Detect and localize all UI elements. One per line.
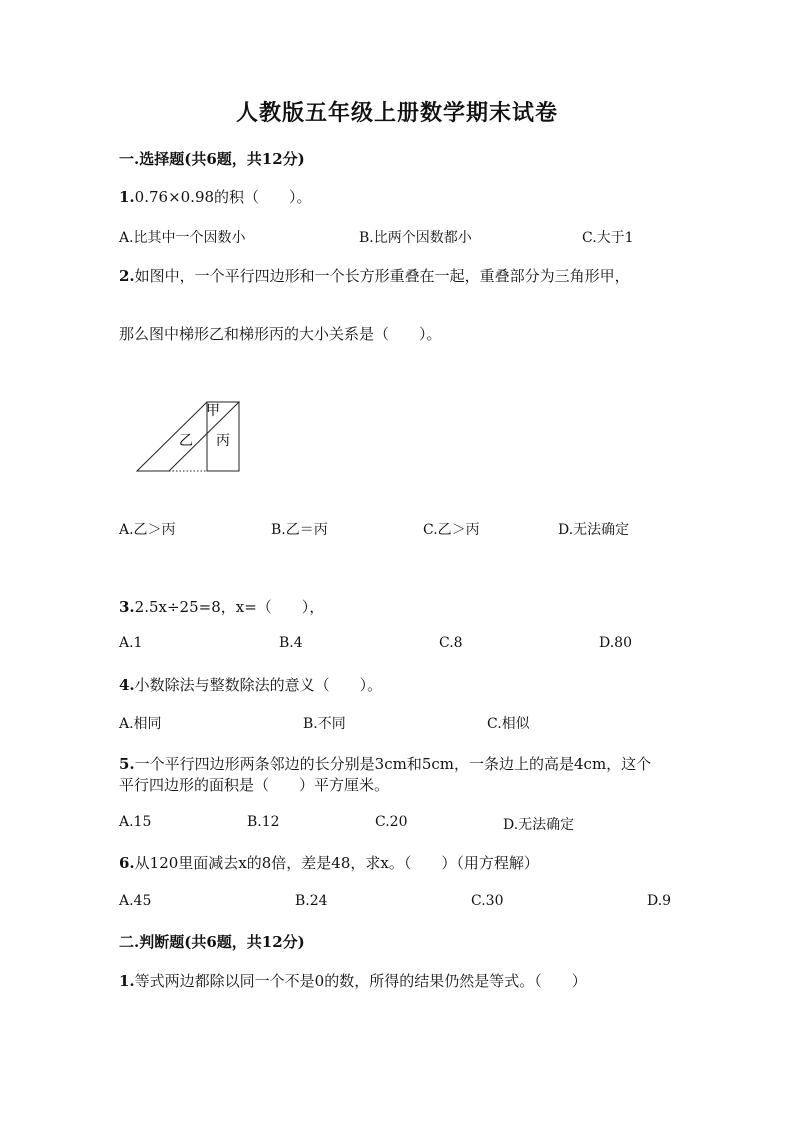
question-1: [119, 186, 312, 207]
q5-option-b[interactable]: B.12: [247, 814, 280, 830]
question-text: 一个平行四边形两条邻边的长分别是3cm和5cm，一条边上的高是4cm，这个: [134, 755, 652, 773]
question-text: 从120里面减去x的8倍，差是48，求x。（ ）（用方程解）: [134, 854, 539, 872]
question-4: [119, 674, 382, 695]
q3-option-c[interactable]: C.8: [439, 635, 463, 651]
q4-option-a[interactable]: A.相同: [119, 716, 162, 732]
q5-option-a[interactable]: A.15: [119, 814, 152, 830]
q4-option-c[interactable]: C.相似: [487, 716, 530, 732]
q4-option-b[interactable]: B.不同: [303, 716, 346, 732]
question-5-line2: 平行四边形的面积是（ ）平方厘米。: [119, 776, 390, 794]
label-yi: 乙: [179, 433, 193, 449]
question-number: 1.: [119, 972, 135, 990]
q6-option-b[interactable]: B.24: [295, 893, 328, 909]
question-number: 3.: [119, 598, 135, 616]
question-text: 小数除法与整数除法的意义（ ）。: [134, 676, 383, 694]
question-number: 2.: [119, 267, 135, 285]
q3-option-d[interactable]: D.80: [599, 635, 632, 651]
page-title: 人教版五年级上册数学期末试卷: [235, 100, 558, 126]
question-3: [119, 596, 324, 617]
question-2: [119, 265, 630, 286]
question-text: 2.5x÷25=8，x=（ ），: [134, 598, 325, 616]
q2-option-b[interactable]: B.乙＝丙: [271, 522, 328, 538]
q6-option-c[interactable]: C.30: [471, 893, 504, 909]
judgment-1: [119, 970, 587, 991]
q1-option-a[interactable]: A.比其中一个因数小: [119, 230, 246, 246]
q2-option-c[interactable]: C.乙＞丙: [423, 522, 480, 538]
overlap-figure: [132, 398, 244, 476]
question-2-line2: 那么图中梯形乙和梯形丙的大小关系是（ ）。: [119, 325, 442, 343]
q1-option-c[interactable]: C.大于1: [582, 230, 634, 246]
q3-option-b[interactable]: B.4: [279, 635, 303, 651]
question-number: 6.: [119, 854, 135, 872]
q1-option-b[interactable]: B.比两个因数都小: [359, 230, 472, 246]
question-5: [119, 753, 651, 774]
label-jia: 甲: [206, 403, 220, 419]
section-heading-choice: 一.选择题(共6题，共12分): [119, 150, 305, 168]
q5-option-d[interactable]: D.无法确定: [503, 817, 575, 833]
question-number: 1.: [119, 188, 135, 206]
q2-option-d[interactable]: D.无法确定: [558, 522, 630, 538]
question-text: 等式两边都除以同一个不是0的数，所得的结果仍然是等式。（ ）: [134, 972, 587, 990]
question-6: [119, 852, 539, 873]
q2-option-a[interactable]: A.乙＞丙: [119, 522, 176, 538]
q6-option-d[interactable]: D.9: [647, 893, 672, 909]
question-number: 5.: [119, 755, 135, 773]
question-number: 4.: [119, 676, 135, 694]
q3-option-a[interactable]: A.1: [119, 635, 143, 651]
q6-option-a[interactable]: A.45: [119, 893, 152, 909]
label-bing: 丙: [216, 433, 230, 449]
section-heading-judgment: 二.判断题(共6题，共12分): [119, 933, 305, 951]
question-text: 如图中，一个平行四边形和一个长方形重叠在一起，重叠部分为三角形甲，: [134, 267, 630, 285]
question-text: 0.76×0.98的积（ ）。: [134, 188, 312, 206]
q5-option-c[interactable]: C.20: [375, 814, 408, 830]
